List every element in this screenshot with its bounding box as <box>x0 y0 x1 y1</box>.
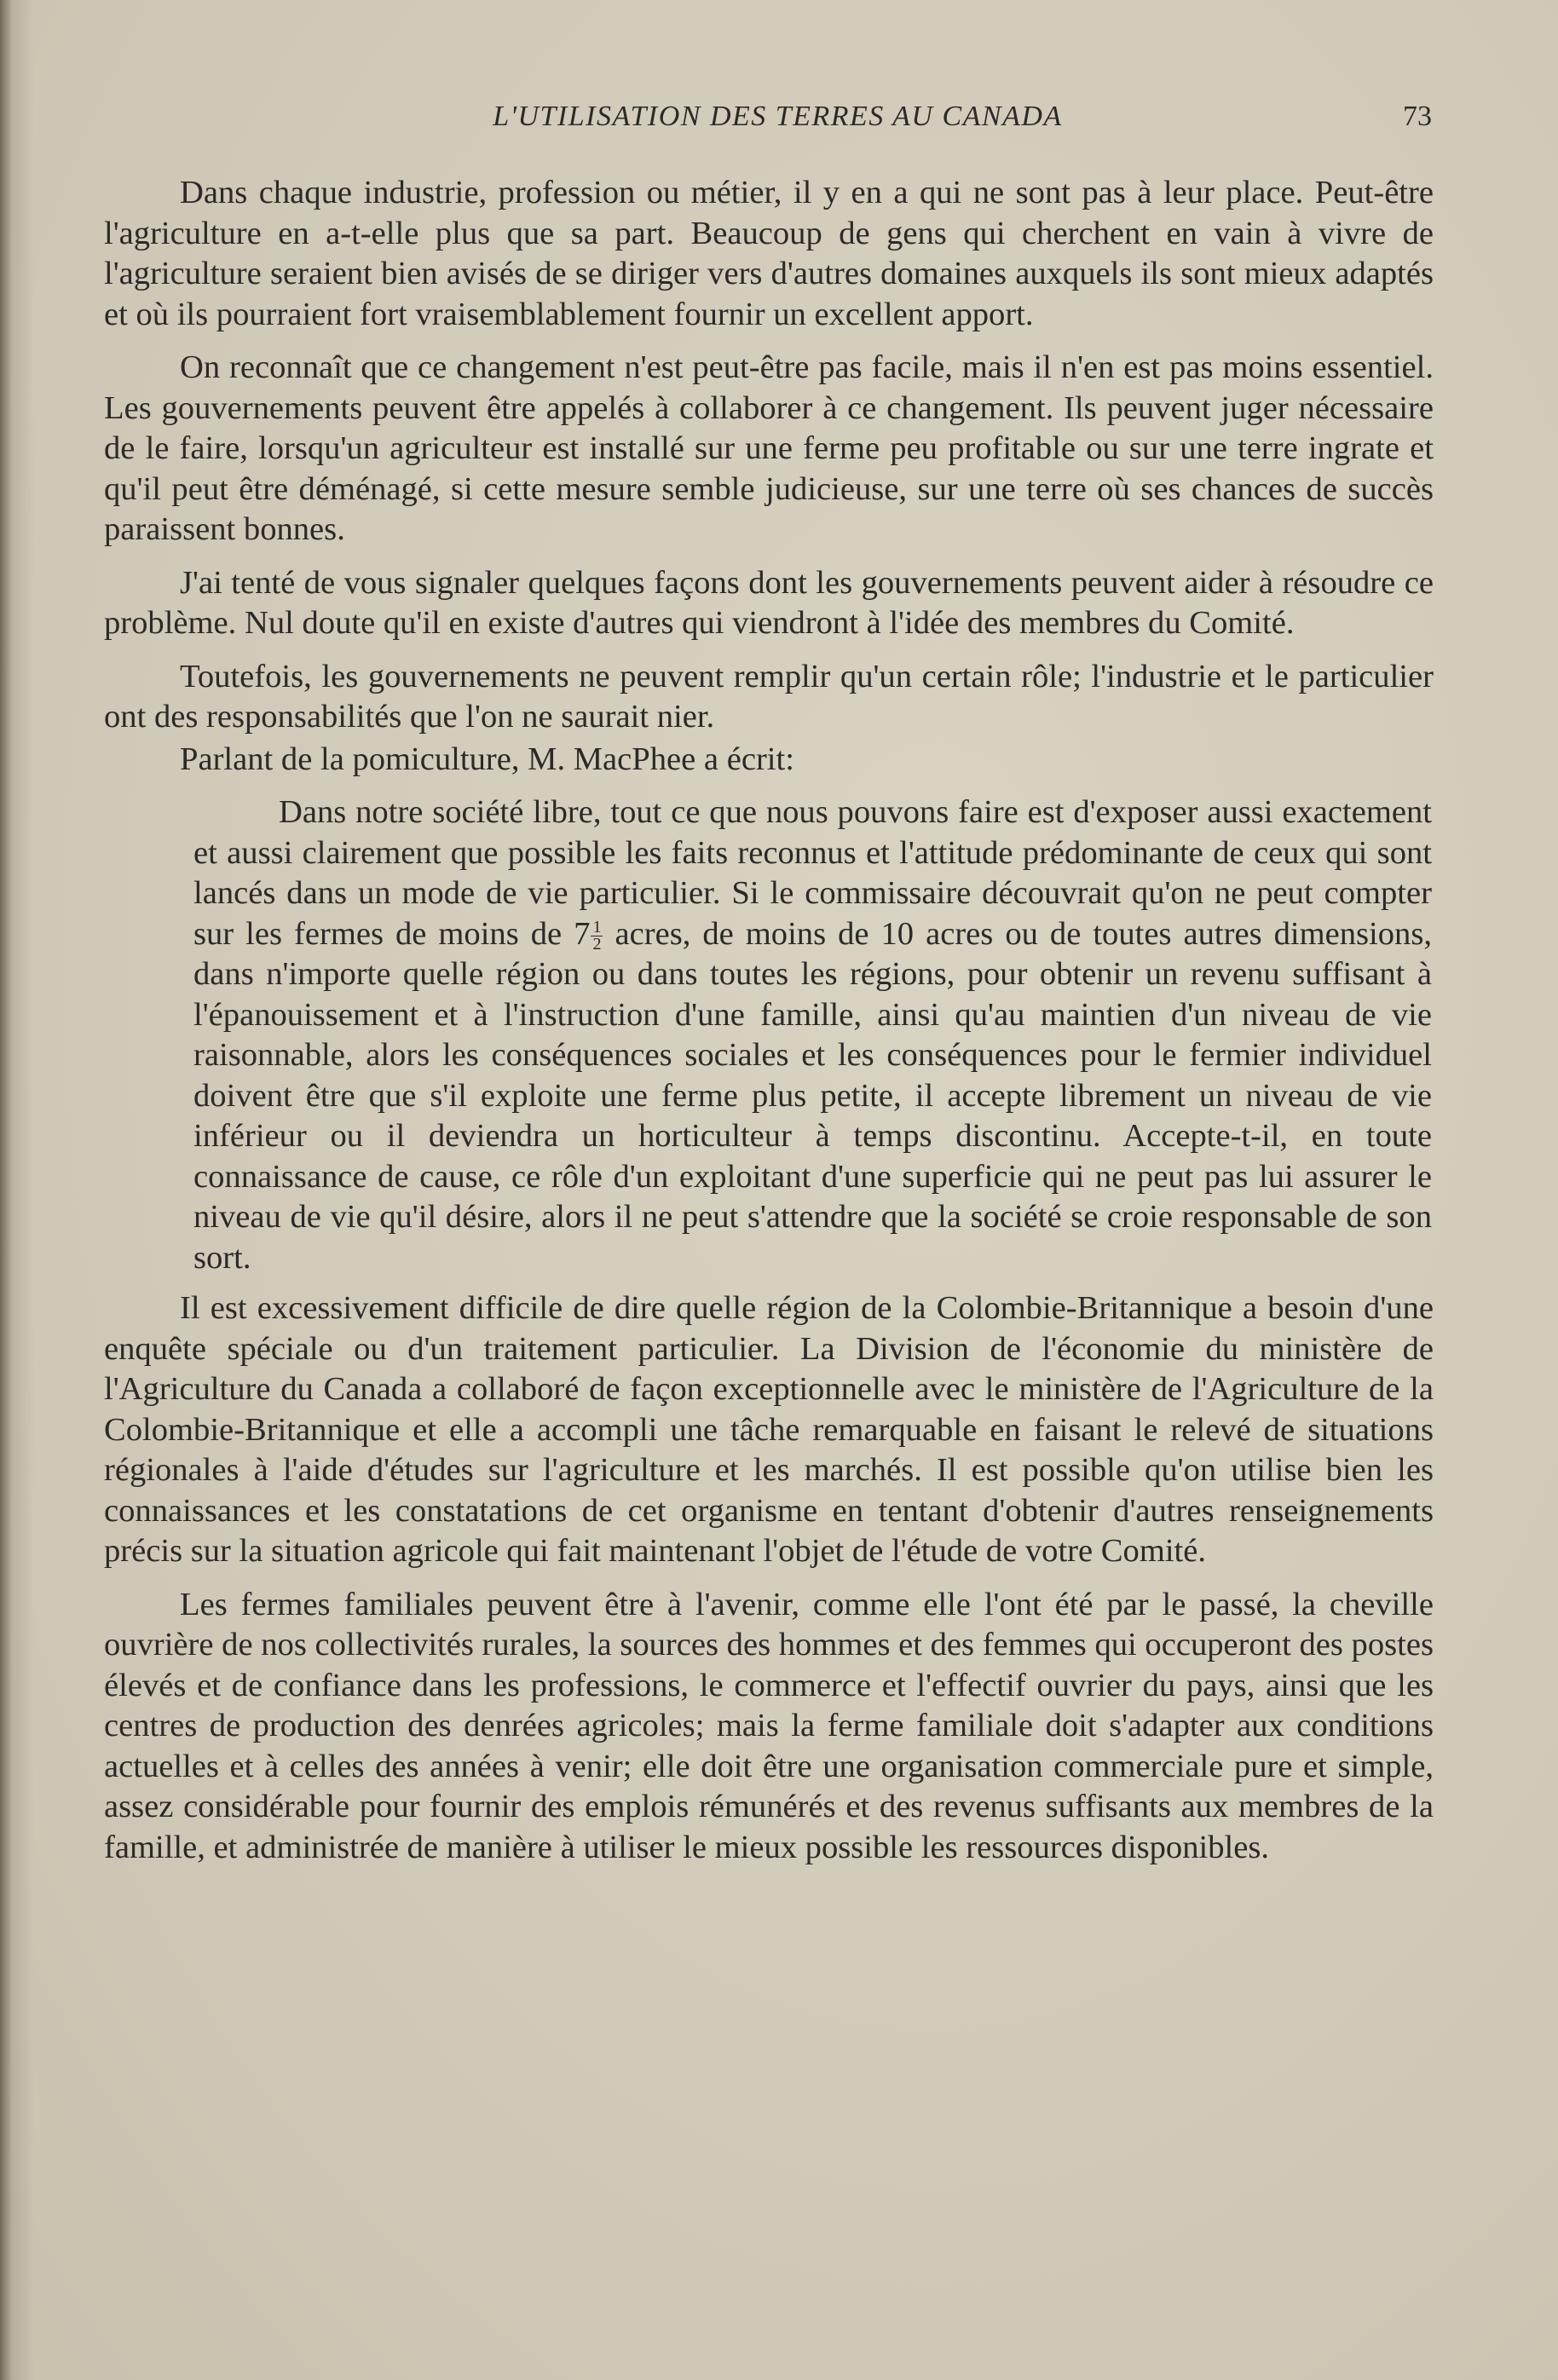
fraction-one-half <box>591 919 603 953</box>
quote-paragraph <box>193 792 1432 1278</box>
quote-text-after-fraction: acres, de moins de 10 acres ou de toutes autres dimensions, dans n'importe quelle région ou dans toutes les régions, pour obtenir un revenu suffisant à l'épanouissement et à l'instruction d'une famille, ainsi qu'au maintien d'un niveau de vie raisonnable, alors les conséquences sociales et les conséquences pour le fermier individuel doivent être que s'il exploite une ferme plus petite, il accepte librement un niveau de vie inférieur ou il deviendra un horticulteur à temps discontinu. Accepte-t-il, en toute connaissance de cause, ce rôle d'un exploitant d'une superficie qui ne peut pas lui assurer le niveau de vie qu'il désire, alors il ne peut s'attendre que la société se croie responsable de son sort. <box>193 915 1432 1276</box>
page-number: 73 <box>1403 101 1432 132</box>
paragraph-7: Les fermes familiales peuvent être à l'avenir, comme elle l'ont été par le passé, la cheville ouvrière de nos collectivités rurales, la sources des hommes et des femmes qui occuperont des postes élevés et de confiance dans les professions, le commerce et l'effectif ouvrier du pays, ainsi que les centres de production des denrées agricoles; mais la ferme familiale doit s'adapter aux conditions actuelles et à celles des années à venir; elle doit être une organisation commerciale pure et simple, assez considérable pour fournir des emplois rémunérés et des revenus suffisants aux membres de la famille, et administrée de manière à utiliser le mieux possible les ressources disponibles. <box>104 1586 1434 1865</box>
paragraph-1: Dans chaque industrie, profession ou métier, il y en a qui ne sont pas à leur place. Peut-être l'agriculture en a-t-elle plus que sa part. Beaucoup de gens qui cherchent en vain à vivre de l'agriculture seraient bien avisés de se diriger vers d'autres domaines auxquels ils sont mieux adaptés et où ils pourraient fort vraisemblablement fournir un excellent apport. <box>104 175 1434 332</box>
fraction-numerator: 1 <box>592 918 602 937</box>
paragraph-3: J'ai tenté de vous signaler quelques façons dont les gouvernements peuvent aider à résoudre ce problème. Nul doute qu'il en existe d'autres qui viendront à l'idée des membres du Comité. <box>104 564 1434 641</box>
fraction-denominator: 2 <box>592 935 602 954</box>
paragraph-5: Parlant de la pomiculture, M. MacPhee a écrit: <box>180 741 794 777</box>
quote-text-before-fraction: Dans notre société libre, tout ce que nous pouvons faire est d'exposer aussi exactement et aussi clairement que possible les faits reconnus et l'attitude prédominante de ceux qui sont lancés dans un mode de vie particulier. Si le commissaire découvrait qu'on ne peut compter sur les fermes de moins de 7 <box>193 794 1432 952</box>
paragraph-4: Toutefois, les gouvernements ne peuvent remplir qu'un certain rôle; l'industrie et le particulier ont des responsabilités que l'on ne saurait nier. <box>104 658 1434 735</box>
block-quote <box>104 792 1434 1278</box>
body-text <box>104 173 1434 1881</box>
page-header <box>107 101 1432 138</box>
book-spine-shadow <box>0 0 12 2380</box>
running-title: L'UTILISATION DES TERRES AU CANADA <box>493 101 1063 132</box>
paragraph-6: Il est excessivement difficile de dire quelle région de la Colombie-Britannique a besoin d'une enquête spéciale ou d'un traitement particulier. La Division de l'économie du ministère de l'Agriculture du Canada a collaboré de façon exceptionnelle avec le ministère de l'Agriculture de la Colombie-Britannique et elle a accompli une tâche remarquable en faisant le relevé de situations régionales à l'aide d'études sur l'agriculture et les marchés. Il est possible qu'on utilise bien les connaissances et les constatations de cet organisme en tentant d'obtenir d'autres renseignements précis sur la situation agricole qui fait maintenant l'objet de l'étude de votre Comité. <box>104 1290 1434 1569</box>
paragraph-2: On reconnaît que ce changement n'est peut-être pas facile, mais il n'en est pas moins essentiel. Les gouvernements peuvent être appelés à collaborer à ce changement. Ils peuvent juger nécessaire de le faire, lorsqu'un agriculteur est installé sur une ferme peu profitable ou sur une terre ingrate et qu'il peut être déménagé, si cette mesure semble judicieuse, sur une terre où ses chances de succès paraissent bonnes. <box>104 349 1434 547</box>
